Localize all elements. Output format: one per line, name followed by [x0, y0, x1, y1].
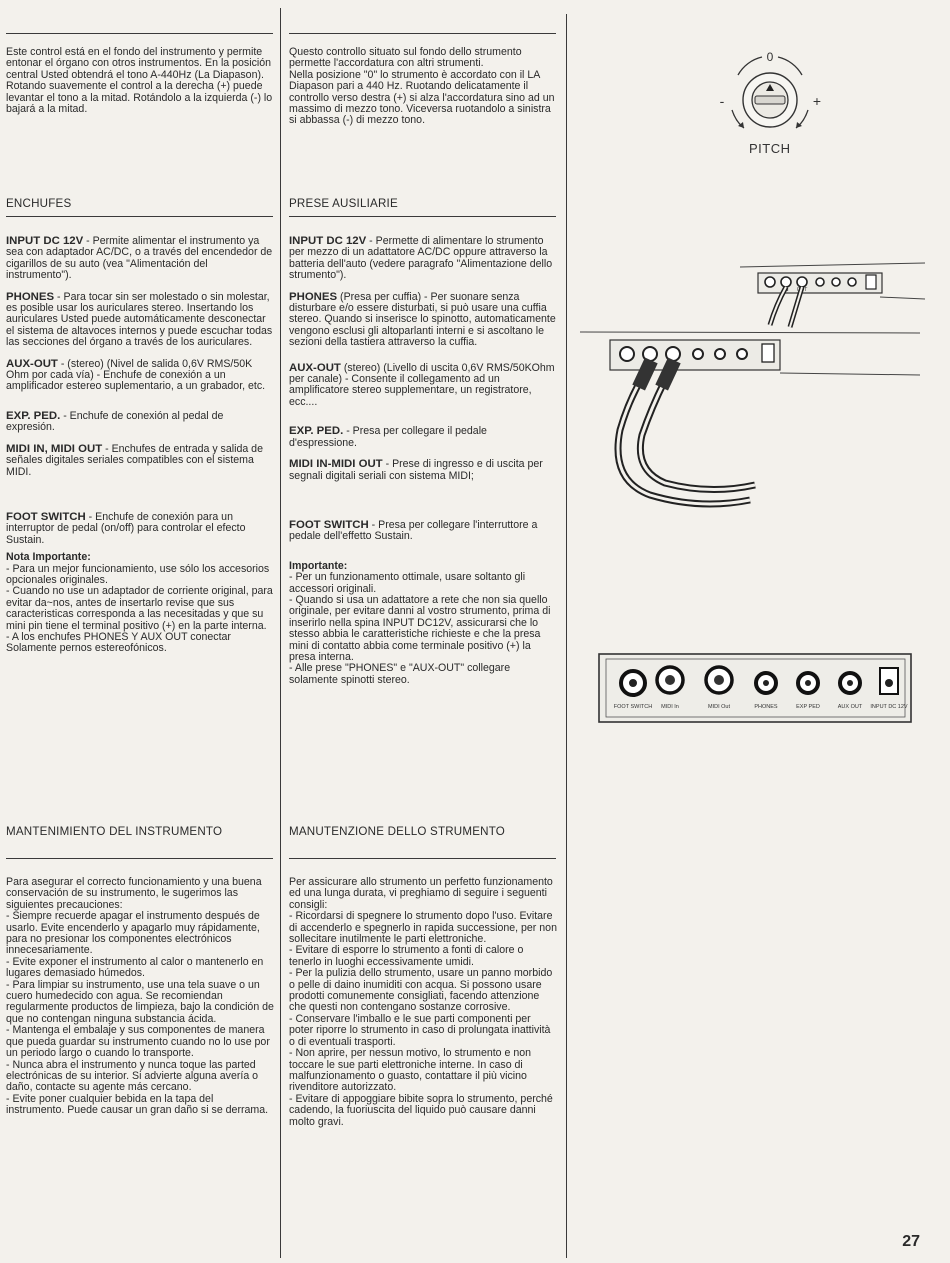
it-item: EXP. PED. - Presa per collegare il pedale d'espressione.: [289, 425, 487, 449]
rule-maint-it: [289, 858, 556, 859]
label-input-dc: INPUT DC 12V: [870, 704, 908, 710]
rule-enchufes: [6, 216, 273, 217]
es-item: EXP. PED. - Enchufe de conexión al pedal de expresión.: [6, 409, 224, 434]
es-enchufes-title: ENCHUFES: [6, 197, 72, 210]
rule-top-es: [6, 33, 273, 34]
column-divider-left: [280, 8, 281, 1258]
it-item: AUX-OUT (stereo) (Livello di uscita 0,6V RMS/50KOhm per canale) - Consente il collegamento ad un amplificatore stereo supplementare, un registratore, ecc....: [289, 361, 555, 408]
label-foot-switch: FOOT SWITCH: [613, 704, 653, 710]
small-panel-out-label: OUT: [796, 287, 808, 293]
es-item: FOOT SWITCH - Enchufe de conexión para un interruptor de pedal (on/off) para controlar el efecto Sustain.: [6, 510, 246, 546]
it-items: [289, 236, 557, 686]
es-nota-title: Nota Importante:: [6, 551, 91, 564]
es-item: INPUT DC 12V - Permite alimentar el instrumento ya sea con adaptador AC/DC, o a través del encendedor de cigarillos de su auto (vea "Alimentación del instrumento").: [6, 235, 273, 282]
it-nota-text: - Per un funzionamento ottimale, usare soltanto gli accessori originali. - Quando si usa un adattatore a rete che non sia quello originale, per evitare danni al vostro strumento, prima di inserirlo nella spina INPUT DC12V, assicurarsi che lo stesso abbia le caratteristiche richieste e che la presa mini di contatto abbia come terminale positivo (+) la presa interna. - Alle prese "PHONES" e "AUX-OUT" collegare solamente spinotti stereo.: [289, 571, 551, 686]
es-item: MIDI IN, MIDI OUT - Enchufes de entrada y salida de señales digitales seriales compatibles con el sistema MIDI.: [6, 442, 263, 478]
es-maint-title: MANTENIMIENTO DEL INSTRUMENTO: [6, 825, 223, 838]
it-intro: Questo controllo situato sul fondo dello strumento permette l'accordatura con altri strumenti. Nella posizione "0" lo strumento è accordato con il LA Diapason pari a 440 Hz. Ruotando delicatamente il controllo verso destra (+) si alza l'accordatura sino ad un massimo di mezzo tono. Viceversa ruotandolo a sinistra si abbassa (-) di mezzo tono.: [289, 46, 555, 127]
label-aux-out: AUX OUT: [837, 704, 863, 710]
pitch-plus-label: +: [812, 93, 822, 109]
it-maint-text: Per assicurare allo strumento un perfetto funzionamento ed una lunga durata, vi preghiamo di seguire i seguenti consigli: - Ricordarsi di spegnere lo strumento dopo l'uso. Evitare di accenderlo e spegnerlo in rapida successione, per non sollecitare inutilmente le parti elettroniche. - Evitare di esporre lo strumento a fonti di calore o tenerlo in luoghi eccessivamente umidi. - Per la pulizia dello strumento, usare un panno morbido o pelle di daino inumiditi con acqua. Si possono usare prodotti comunemente consigliati, facendo attenzione che questi non contengano sostanze corrosive. - Conservare l'imballo e le sue parti componenti per poter riporre lo strumento in caso di prolungata inattività o di eventuali trasporti. - Non aprire, per nessun motivo, lo strumento e non toccare le sue parti elettroniche interne. In caso di malfunzionamento o guasto, contattare il più vicino rivenditore autorizzato. - Evitare di appoggiare bibite sopra lo strumento, perché cadendo, la fuoriuscita del liquido può causare danni molto gravi.: [289, 876, 557, 1128]
label-phones: PHONES: [754, 704, 778, 710]
pitch-zero-label: 0: [766, 50, 774, 64]
label-exp-ped: EXP PED: [796, 704, 820, 710]
pitch-knob-illustration: [700, 40, 840, 145]
es-item: PHONES - Para tocar sin ser molestado o sin molestar, es posible usar los auriculares stereo. Insertando los auriculares Usted puede automáticamente desconectar el sistema de altavoces internos y puede escuchar todas las secciones del órgano a través de los auriculares.: [6, 290, 273, 349]
rule-maint-es: [6, 858, 273, 859]
pitch-label: PITCH: [749, 141, 791, 156]
it-prese-title: PRESE AUSILIARIE: [289, 197, 398, 210]
it-item: INPUT DC 12V - Permette di alimentare lo strumento per mezzo di un adattatore AC/DC oppure attraverso la batteria dell'auto (vedere paragrafo "Alimentazione dello strumento").: [289, 235, 553, 282]
page-number: 27: [902, 1233, 920, 1250]
small-panel-in-label: IN: [783, 287, 789, 293]
es-items: [6, 236, 274, 655]
it-nota-title: Importante:: [289, 559, 348, 572]
rule-top-it: [289, 33, 556, 34]
es-item: AUX-OUT - (stereo) (Nivel de salida 0,6V RMS/50K Ohm por cada vía) - Enchufe de conexión a un amplificador estereo suplementario, a un grabador, etc.: [6, 357, 266, 393]
label-midi-in: MIDI In: [661, 704, 679, 710]
rear-panel-cables-illustration: [580, 255, 940, 530]
jack-panel-closeup: [598, 650, 913, 726]
es-nota-text: - Para un mejor funcionamiento, use sólo los accesorios opcionales originales. - Cuando no use un adaptador de corriente original, para evitar da~nos, antes de insertarlo revise que sus caracteristicas corresponda a las necesitadas y que su mini pin tiene el terminal positivo (+) en la parte interna. - A los enchufes PHONES Y AUX OUT conectar Solamente pernos estereofónicos.: [6, 562, 273, 655]
label-midi-out: MIDI Out: [707, 704, 731, 710]
it-item: PHONES (Presa per cuffia) - Per suonare senza disturbare e/o essere disturbati, si può usare una cuffia stereo. Quando si inserisce lo spinotto, automaticamente vengono esclusi gli altoparlanti interni e si ascoltano le sezioni della tastiera attraverso la cuffia.: [289, 290, 556, 349]
it-item: MIDI IN-MIDI OUT - Prese di ingresso e di uscita per segnali digitali seriali con sistema MIDI;: [289, 458, 543, 482]
es-intro: Este control está en el fondo del instrumento y permite entonar el órgano con otros instrumentos. En la posición central Usted obtendrá el tono A-440Hz (La Diapason). Rotando suavemente el control a la derecha (+) puede levantar el tono a la mitad. Rotándolo a la izquierda (-) lo bajará a la mitad.: [6, 46, 273, 116]
pitch-minus-label: -: [719, 93, 725, 109]
es-maint-text: Para asegurar el correcto funcionamiento y una buena conservación de su instrumento, le sugerimos las siguientes precauciones: - Siempre recuerde apagar el instrumento después de usarlo. Evite encenderlo y apagarlo muy rápidamente, para no presionar los componentes electrónicos innecesariamente. - Evite exponer el instrumento al calor o mantenerlo en lugares demasiado húmedos. - Para limpiar su instrumento, use una tela suave o un cuero humedecido con agua. Se recomiendan regularmente productos de limpieza, bajo la condición de que no contengan ninguna substancia ácida. - Mantenga el embalaje y sus componentes de manera que pueda guardar su instrumento cuando no lo use por un periodo largo o cuando lo transporte. - Nunca abra el instrumento y nunca toque las parted electrónicas de su interior. Si advierte alguna avería o daño, contacte su agente más cercano. - Evite poner cualquier bebida en la tapa del instrumento. Puede causar un gran daño si se derrama.: [6, 876, 274, 1117]
it-maint-title: MANUTENZIONE DELLO STRUMENTO: [289, 825, 506, 838]
rule-prese: [289, 216, 556, 217]
column-divider-right: [566, 14, 567, 1258]
it-item: FOOT SWITCH - Presa per collegare l'interruttore a pedale dell'effetto Sustain.: [289, 518, 538, 543]
